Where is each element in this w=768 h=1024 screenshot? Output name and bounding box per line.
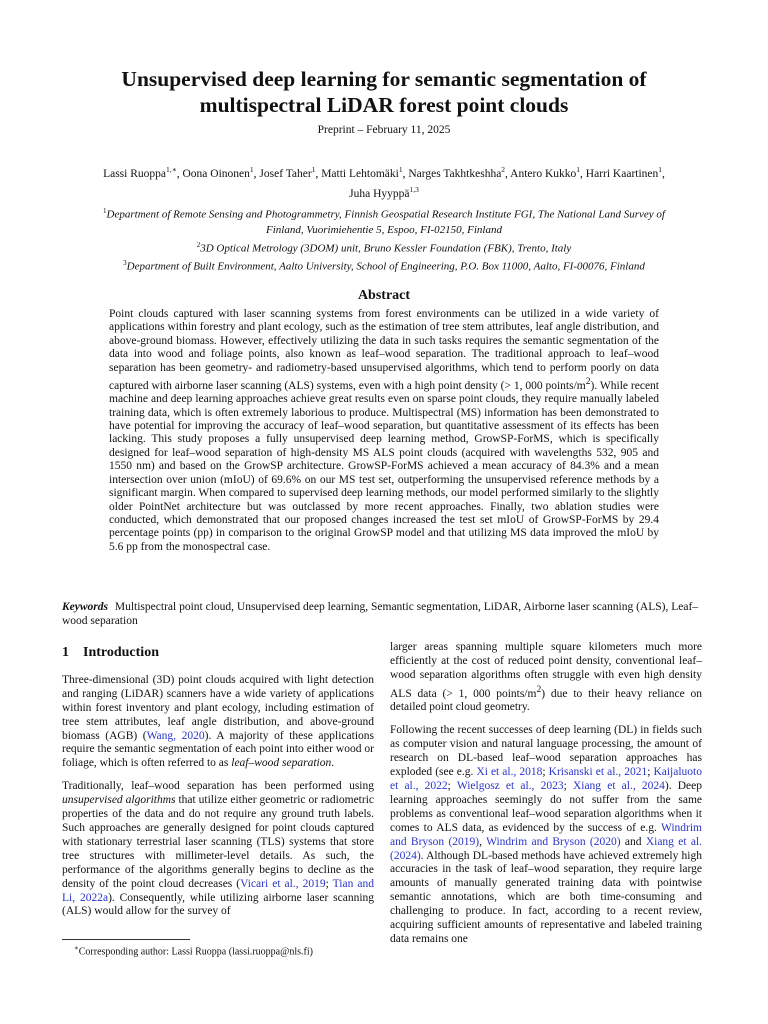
abstract-heading: Abstract — [357, 288, 411, 303]
author-affil-mark: 1 — [249, 165, 254, 174]
left-column — [62, 646, 374, 928]
paragraph-text: , — [479, 835, 487, 848]
affiliation-1-line-1: Department of Remote Sensing and Photogrammetry, Finnish Geospatial Research Institute FGI, The National Land Survey of — [106, 208, 665, 221]
footnote-mark: ∗ — [74, 944, 79, 952]
paragraph-text: Following the recent successes of deep learning (DL) in fields such as computer vision and natural language processing, the amount of research on DL-based leaf–wood separation approaches has exploded (see e.g. — [390, 724, 702, 779]
paper-title — [62, 66, 706, 118]
author-affil-mark: 1 — [398, 165, 403, 174]
citation-link[interactable]: Xi et al., 2018 — [476, 766, 543, 779]
paragraph-text: Three-dimensional (3D) point clouds acquired with light detection and ranging (LiDAR) scanners have a wide variety of applications within forest inventory and plant ecology, including estimation of tree stem attributes, leaf angle distribution, and above-ground biomass (AGB) ( — [62, 673, 374, 742]
footnote-text: Corresponding author: Lassi Ruoppa (lassi.ruoppa@nls.fi) — [78, 946, 313, 958]
citation-link[interactable]: Kaijaluoto et al., 2022 — [390, 766, 702, 792]
emphasis-text: unsupervised algorithms — [62, 794, 176, 807]
author-affil-mark: 2 — [501, 165, 506, 174]
paragraph — [62, 780, 374, 919]
citation-link[interactable]: Xiang et al. (2024) — [390, 835, 703, 862]
title-line-1: Unsupervised deep learning for semantic segmentation of — [121, 67, 647, 91]
paragraph-text: and — [620, 835, 646, 848]
citation-link[interactable]: Tian and Li, 2022a — [62, 877, 374, 904]
paragraph-text: ). Deep learning approaches seemingly do not suffer from the same problems as conventional leaf–wood separation algorithms when it comes to ALS data, as evidenced by the success of e.g. — [390, 779, 702, 834]
affiliation-2: 3D Optical Metrology (3DOM) unit, Bruno Kessler Foundation (FBK), Trento, Italy — [200, 242, 572, 255]
author-affil-mark: 1,3 — [409, 184, 419, 194]
paragraph-text: ; — [563, 779, 573, 792]
section-title: Introduction — [83, 645, 159, 660]
paragraph — [62, 674, 374, 771]
author-list: Lassi Ruoppa$^{1,∗}$, Oona Oinonen$^1$, Josef Taher$^1$, Matti Lehtomäki$^1$, Narges Takhtkeshha$^2$, Antero Kukko$^1$, Harri Kaartinen$^1$, Juha Hyyppä$^{1,3}$ — [103, 165, 665, 200]
right-column — [390, 641, 702, 956]
preprint-date: Preprint – February 11, 2025 — [317, 124, 451, 136]
citation-link[interactable]: Windrim and Bryson (2020) — [486, 835, 621, 848]
paragraph-text: ; — [447, 779, 457, 792]
affiliation-number: 2 — [196, 240, 201, 249]
paragraph-text: . Although DL-based methods have achieved extremely high accuracies in the task of leaf–wood separation, they require large amounts of manually generated training data with pointwise semantic annotations, which are both time-consuming and challenging to produce. In fact, according to a recent review, acquiring sufficient amounts of representative and labeled training data remains one — [390, 849, 702, 945]
section-heading — [62, 646, 374, 660]
citation-link[interactable]: Windrim and Bryson (2019) — [390, 821, 702, 848]
author-name: Lassi Ruoppa — [103, 167, 167, 180]
citation-link[interactable]: Vicari et al., 2019 — [240, 877, 326, 890]
author-name: Antero Kukko — [510, 167, 577, 180]
citation-link[interactable]: Wielgosz et al., 2023 — [456, 779, 564, 792]
paragraph-text: . — [331, 757, 335, 770]
paragraph-text: ) due to their heavy reliance on detailed point cloud geometry. — [390, 687, 702, 714]
author-affil-mark: 1 — [658, 165, 663, 174]
paragraph-text: ). A majority of these applications require the semantic segmentation of each point into either wood or foliage, which is often referred to as — [62, 729, 374, 770]
author-name: Matti Lehtomäki — [321, 167, 399, 180]
affiliation-number: 1 — [103, 207, 107, 215]
keywords-label: Keywords — [62, 601, 108, 613]
paragraph-text: that utilize either geometric or radiometric properties of the data and do not require any ground truth labels. Such approaches are generally designed for point clouds captured with stationary terrestrial laser scanning (TLS) systems that store tree structures with millimeter-level details. As such, the performance of the algorithms generally begins to decline as the density of the point cloud decreases ( — [62, 794, 374, 890]
author-name: Juha Hyyppä — [349, 187, 410, 200]
affiliation-3: Department of Built Environment, Aalto University, School of Engineering, P.O. Box 11000, Aalto, FI-00076, Finland — [126, 260, 645, 273]
author-name: Harri Kaartinen — [585, 167, 659, 180]
emphasis-text: leaf–wood separation — [231, 757, 332, 770]
paragraph-text: ; — [542, 766, 549, 779]
superscript: 2 — [536, 683, 542, 695]
superscript: 2 — [585, 376, 591, 388]
title-line-2: multispectral LiDAR forest point clouds — [199, 93, 569, 117]
abstract-text: Point clouds captured with laser scanning systems from forest environments can be utilized in a wide variety of applications within forestry and plant ecology, such as the estimation of tree stem attributes, leaf angle distribution, and above-ground biomass. However, effectively utilizing the data in such tasks requires the semantic segmentation of the data into wood and foliage points, also known as leaf–wood separation. The traditional approach to leaf–wood separation has been geometry- and radiometry-based unsupervised algorithms, which tend to perform poorly on data captured with airborne laser scanning (ALS) systems, even with a high point density (> 1, 000 points/m — [109, 308, 659, 392]
keywords-block — [62, 600, 706, 628]
paragraph-text: larger areas spanning multiple square kilometers much more efficiently at the cost of reduced point density, conventional leaf–wood separation algorithms often struggle with even high density ALS data (> 1, 000 points/m — [390, 641, 702, 700]
author-affil-mark: 1 — [576, 165, 581, 174]
citation-link[interactable]: Wang, 2020 — [146, 729, 205, 742]
paragraph-text: Traditionally, leaf–wood separation has been performed using — [62, 780, 374, 793]
author-affil-mark: 1,∗ — [166, 165, 177, 174]
citation-link[interactable]: Krisanski et al., 2021 — [548, 766, 648, 779]
keywords-text: Multispectral point cloud, Unsupervised deep learning, Semantic segmentation, LiDAR, Airborne laser scanning (ALS), Leaf–wood separation — [62, 601, 699, 627]
footnote-divider — [62, 939, 190, 940]
affiliation-number: 3 — [123, 259, 127, 268]
paragraph — [390, 724, 702, 947]
affiliation-list — [62, 204, 706, 275]
author-affil-mark: 1 — [311, 165, 316, 174]
paragraph-text: ; — [325, 877, 333, 890]
paragraph-text: ). Consequently, while utilizing airborne laser scanning (ALS) would allow for the survey of — [62, 891, 375, 918]
section-number: 1 — [62, 645, 69, 660]
author-name: Narges Takhtkeshha — [408, 167, 502, 180]
citation-link[interactable]: Xiang et al., 2024 — [572, 779, 665, 792]
footnote — [74, 944, 313, 957]
paragraph-text: ; — [647, 766, 654, 779]
abstract-text: ). While recent machine and deep learning approaches achieve great results even on sparse point clouds, they require manually labeled training data, which is often extremely laborious to produce. Multispectral (MS) information has been demonstrated to have potential for improving the accuracy of leaf–wood separation, but quantitative assessment of its effects has been lacking. This study proposes a fully unsupervised deep learning method, GrowSP-ForMS, which is specifically designed for leaf–wood separation of high-density MS ALS point clouds (acquired with wavelengths 532, 905 and 1550 nm) and based on the GrowSP architecture. GrowSP-ForMS achieved a mean accuracy of 84.3% and a mean intersection over union (mIoU) of 69.6% on our MS test set, outperforming the unsupervised reference methods by a significant margin. When compared to supervised deep learning methods, our model performed similarly to the slightly older PointNet architecture but was outclassed by more recent approaches. Finally, two ablation studies were conducted, which demonstrated that our proposed changes increased the test set mIoU of GrowSP-ForMS by 29.4 percentage points (pp) in comparison to the original GrowSP model and that utilizing MS data improved the mIoU by 5.6 pp from the monospectral case. — [109, 379, 659, 553]
paragraph — [390, 641, 702, 715]
author-name: Josef Taher — [259, 167, 312, 180]
abstract-body — [109, 308, 659, 554]
author-name: Oona Oinonen — [182, 167, 250, 180]
affiliation-1-line-2: Finland, Vuorimiehentie 5, Espoo, FI-02150, Finland — [266, 223, 502, 236]
